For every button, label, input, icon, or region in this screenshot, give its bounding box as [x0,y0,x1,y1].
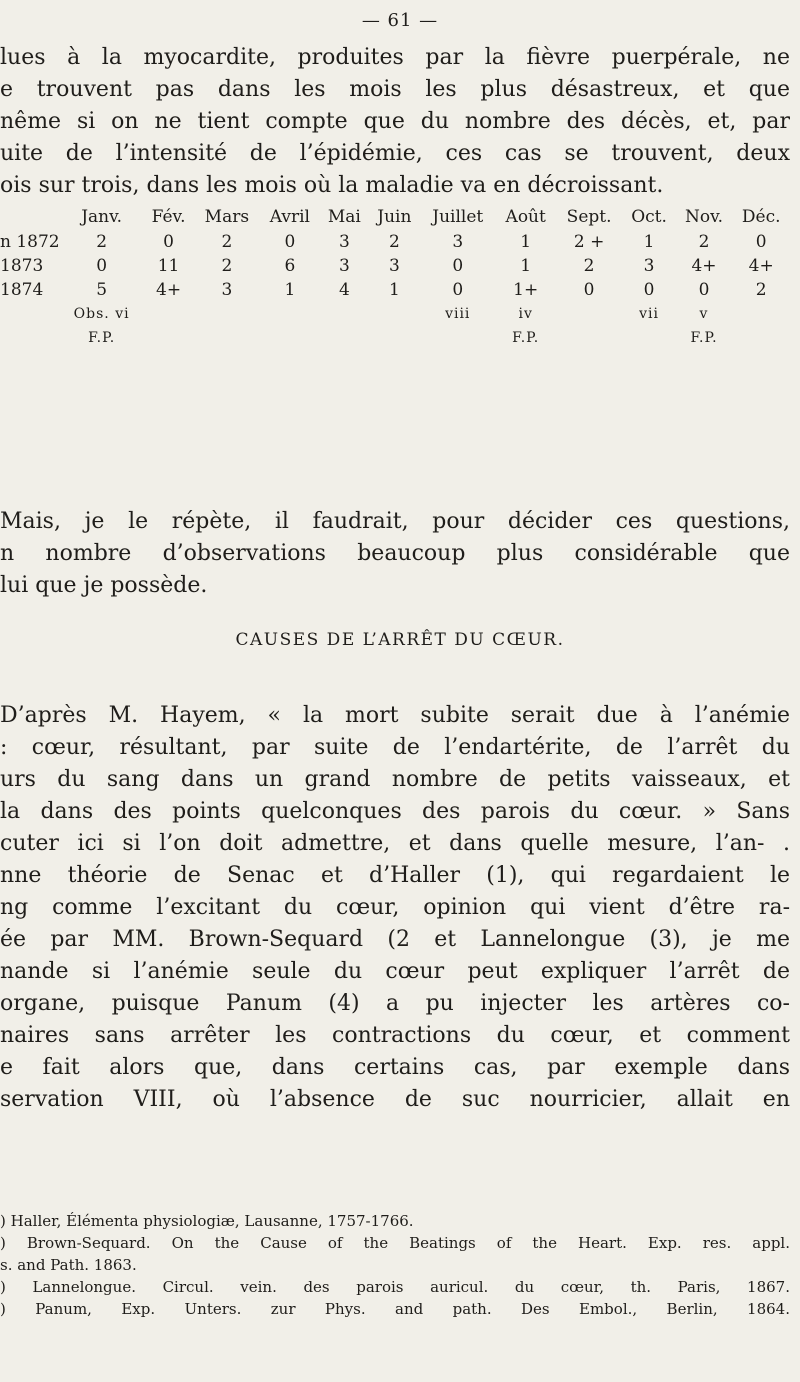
table-cell: 5 [96,280,108,300]
observation-note: v [699,306,709,322]
text-line: Mais, je le répète, il faudrait, pour décider ces questions, [0,509,790,534]
text-line: urs du sang dans un grand nombre de petits vaisseaux, et [0,767,790,792]
text-line: lues à la myocardite, produites par la fièvre puerpérale, ne [0,45,790,70]
paragraph-causes [0,700,790,1116]
fp-note [194,326,260,350]
observation-note [194,302,260,326]
text-line: nande si l’anémie seule du cœur peut expliquer l’arrêt de [0,959,790,984]
table-cell: 4+ [156,280,182,300]
paragraph-intro [0,42,790,202]
table-cell: 11 [157,256,180,276]
text-line: e trouvent pas dans les mois les plus désastreux, et que [0,77,790,102]
month-header: Mars [204,207,250,227]
text-line: lui que je possède. [0,573,208,598]
page-number: — 61 — [361,10,439,31]
fp-note: F.P. [512,330,540,346]
observation-note: Obs. vi [73,306,130,322]
table-cell: 2 [698,232,710,252]
table-cell: 0 [643,280,655,300]
table-cell: 2 [755,280,767,300]
text-line: ée par MM. Brown-Sequard (2 et Lannelongue (3), je me [0,927,790,952]
observation-note: viii [445,306,471,322]
table-cell: 1 [520,232,532,252]
month-header: Juin [377,207,412,227]
month-header: Avril [269,207,310,227]
text-line: e fait alors que, dans certains cas, par exemple dans [0,1055,790,1080]
text-line: cuter ici si l’on doit admettre, et dans quelle mesure, l’an- . [0,831,790,856]
table-cell: 3 [452,232,464,252]
table-cell: 2 + [573,232,605,252]
month-header: Janv. [81,207,123,227]
table-cell [0,326,60,350]
text-line: nne théorie de Senac et d’Haller (1), qui regardaient le [0,863,790,888]
observation-note [369,302,420,326]
month-header: Fév. [151,207,186,227]
fp-note [556,326,623,350]
table-cell: 3 [221,280,233,300]
table-cell: 0 [163,232,174,252]
month-header: Juillet [432,207,484,227]
month-header: Août [505,207,546,227]
observation-note [143,302,194,326]
fp-row [0,326,790,350]
fp-note [320,326,369,350]
paragraph-observations [0,506,790,602]
table-cell: 1 [284,280,296,300]
footnote: s. and Path. 1863. [0,1256,137,1274]
fp-note: F.P. [88,330,116,346]
year-label: n 1872 [0,232,60,252]
text-line: nême si on ne tient compte que du nombre des décès, et, par [0,109,790,134]
table-cell: 3 [388,256,400,276]
fp-note [260,326,320,350]
month-header: Mai [327,207,361,227]
observation-note [260,302,320,326]
year-label: 1873 [0,256,44,276]
table-cell: 4 [338,280,350,300]
text-line: ng comme l’excitant du cœur, opinion qui vient d’être ra- [0,895,790,920]
table-cell: 1 [520,256,532,276]
observation-note [320,302,369,326]
observation-note: iv [518,306,533,322]
fp-note [143,326,194,350]
text-line: organe, puisque Panum (4) a pu injecter les artères co- [0,991,790,1016]
table-cell: 4+ [748,256,774,276]
table-cell: 1 [388,280,400,300]
table-cell: 0 [755,232,767,252]
text-line: ois sur trois, dans les mois où la maladie va en décroissant. [0,173,664,198]
observation-note [556,302,623,326]
text-line: : cœur, résultant, par suite de l’endartérite, de l’arrêt du [0,735,790,760]
observation-note: vii [639,306,659,322]
monthly-cases-table [0,204,790,350]
text-line: n nombre d’observations beaucoup plus considérable que [0,541,790,566]
table-cell [0,302,60,326]
table-cell: 1+ [513,280,539,300]
table-cell: 6 [284,256,296,276]
table-cell: 0 [452,256,464,276]
table-cell: 2 [388,232,400,252]
footnote: ) Haller, Élémenta physiologiæ, Lausanne, 1757-1766. [0,1212,414,1230]
fp-note: F.P. [690,330,718,346]
text-line: servation VIII, où l’absence de suc nourricier, allait en [0,1087,790,1112]
table-cell: 0 [583,280,595,300]
month-header: Oct. [631,207,667,227]
month-header: Déc. [741,207,781,227]
footnotes [0,1210,790,1320]
month-header: Sept. [566,207,612,227]
text-line: la dans des points quelconques des parois du cœur. » Sans [0,799,790,824]
table-cell: 3 [338,256,350,276]
text-line: naires sans arrêter les contractions du cœur, et comment [0,1023,790,1048]
table-row [0,254,790,278]
observation-row [0,302,790,326]
month-header: Nov. [684,207,724,227]
table-cell: 3 [338,232,350,252]
table-cell: 2 [96,232,108,252]
section-heading: CAUSES DE L’ARRÊT DU CŒUR. [235,630,565,650]
fp-note [420,326,496,350]
table-corner-cell [0,204,60,230]
table-cell: 0 [96,256,108,276]
text-line: uite de l’intensité de l’épidémie, ces cas se trouvent, deux [0,141,790,166]
year-label: 1874 [0,280,44,300]
table-cell: 0 [452,280,464,300]
fp-note [622,326,675,350]
footnote: ) Brown-Sequard. On the Cause of the Beatings of the Heart. Exp. res. appl. [0,1234,790,1252]
table-cell: 0 [698,280,710,300]
table-cell: 4+ [691,256,717,276]
table-row [0,230,790,254]
table-cell: 2 [221,256,233,276]
table-cell: 3 [643,256,655,276]
table-header-row [0,204,790,230]
table-row [0,278,790,302]
footnote: ) Panum, Exp. Unters. zur Phys. and path. Des Embol., Berlin, 1864. [0,1300,790,1318]
table-cell: 0 [284,232,296,252]
table-cell: 2 [221,232,233,252]
fp-note [369,326,420,350]
table-cell: 1 [643,232,655,252]
text-line: D’après M. Hayem, « la mort subite serait due à l’anémie [0,703,790,728]
table-cell: 2 [583,256,595,276]
footnote: ) Lannelongue. Circul. vein. des parois auricul. du cœur, th. Paris, 1867. [0,1278,790,1296]
